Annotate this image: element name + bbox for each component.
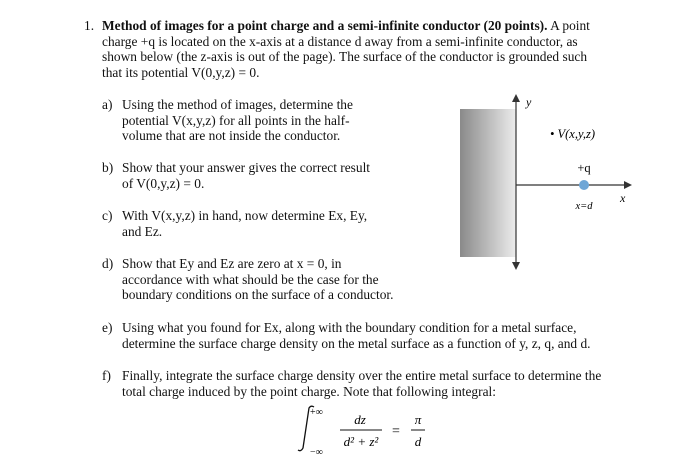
part-b-line: Show that your answer gives the correct result xyxy=(122,160,371,175)
part-e-line: determine the surface charge density on the metal surface as a function of y, z, q, and d. xyxy=(122,335,591,351)
part-a-line: Using the method of images, determine the xyxy=(122,97,353,112)
y-axis-label: y xyxy=(526,95,532,109)
problem-intro xyxy=(102,18,642,80)
integral-lower: −∞ xyxy=(310,447,323,456)
part-a-line: potential V(x,y,z) for all points in the half- xyxy=(122,112,350,128)
part-d-line: accordance with what should be the case for the xyxy=(122,271,379,287)
part-b-label: b) xyxy=(102,160,114,175)
point-charge xyxy=(579,180,589,190)
part-c-line: and Ez. xyxy=(122,223,163,239)
result-numerator: π xyxy=(414,412,422,427)
y-axis-arrow-up xyxy=(512,94,520,102)
part-a-label: a) xyxy=(102,97,113,112)
problem-number: 1. xyxy=(84,18,95,33)
part-a-line: volume that are not inside the conductor. xyxy=(122,128,341,144)
part-d-line: boundary conditions on the surface of a conductor. xyxy=(122,287,394,303)
distance-label: x=d xyxy=(575,201,593,212)
charge-label: +q xyxy=(577,161,591,175)
integral-denominator: d² + z² xyxy=(343,434,379,449)
part-f-line: total charge induced by the point charge. Note that following integral: xyxy=(122,383,496,399)
intro-line-4: that its potential V(0,y,z) = 0. xyxy=(102,64,260,80)
part-e-label: e) xyxy=(102,320,113,335)
intro-line-1-text: A point xyxy=(550,18,590,33)
part-f-line: Finally, integrate the surface charge density over the entire metal surface to determine the xyxy=(122,368,602,383)
x-axis-arrow xyxy=(624,181,632,189)
conductor-block xyxy=(460,109,516,257)
part-f-label: f) xyxy=(102,368,111,383)
part-d-line: Show that Ey and Ez are zero at x = 0, in xyxy=(122,256,342,271)
part-c-label: c) xyxy=(102,208,113,223)
intro-line-2: charge +q is located on the x-axis at a distance d away from a semi-infinite conductor, as xyxy=(102,33,578,49)
part-c-line: With V(x,y,z) in hand, now determine Ex, Ey, xyxy=(122,208,368,223)
integral-formula xyxy=(290,404,450,456)
part-b-line: of V(0,y,z) = 0. xyxy=(122,175,205,191)
integral-upper: +∞ xyxy=(310,407,323,418)
x-axis-label: x xyxy=(620,191,626,205)
conductor-diagram xyxy=(460,92,680,272)
intro-line-3: shown below (the z-axis is out of the page). The surface of the conductor is grounded such xyxy=(102,49,588,65)
field-point-label: • V(x,y,z) xyxy=(550,127,595,141)
intro-line-1 xyxy=(102,18,642,34)
integral-numerator: dz xyxy=(354,412,366,427)
y-axis-arrow-down xyxy=(512,262,520,270)
problem-title: Method of images for a point charge and a semi-infinite conductor (20 points). xyxy=(102,18,548,33)
result-denominator: d xyxy=(414,434,422,449)
part-e-line: Using what you found for Ex, along with the boundary condition for a metal surface, xyxy=(122,320,577,335)
equals-sign: = xyxy=(392,424,400,439)
part-d-label: d) xyxy=(102,256,114,271)
